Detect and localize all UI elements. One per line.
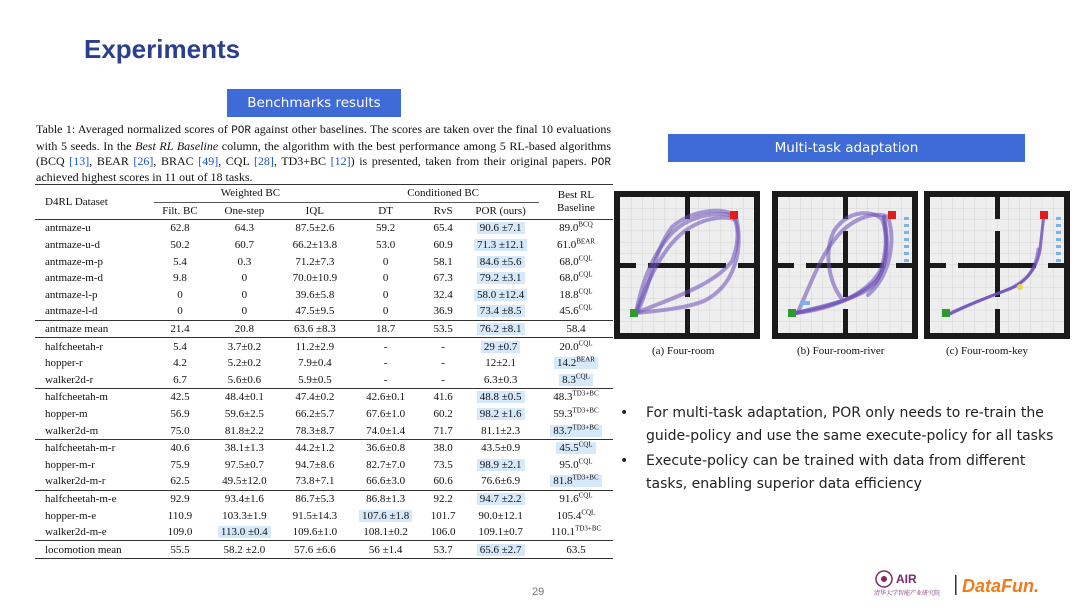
bullet-list [620,402,1070,498]
best-baseline-cell: $83.7^{TD3+BC}$ [539,422,613,439]
header-best-rl: Best RL Baseline [539,185,613,220]
table-caption: Table 1: Averaged normalized scores of POR against other baselines. The scores are taken over the final 10 evaluations with 5 seeds. In the Best RL Baseline column, the algorithm with the best performance among 5 RL-based algorithms (BCQ [13], BEAR [26], BRAC [49], CQL [28], TD3+BC [12]) is presented, taken from their original papers. POR achieved highest scores in 11 out of 18 tasks. [36,122,611,185]
river-marker [1056,217,1061,220]
dataset-name: antmaze-m-p [45,255,104,268]
bullet-item: • For multi-task adaptation, POR only needs to re-train the guide-policy and use the same execute-policy for all tasks [620,405,1054,444]
best-baseline-cell: $68.0^{CQL}$ [559,254,593,268]
score-cell: 92.2 [424,490,462,507]
score-cell: 40.6 [154,439,207,456]
baseline-source: CQL [578,440,593,449]
river-marker [904,231,909,234]
dataset-name: hopper-r [45,357,83,370]
score-cell: 90.6 ±7.1 [462,220,539,237]
maze-wall [772,263,794,268]
score-cell: 36.6±0.8 [347,439,424,456]
air-logo-text: AIR [896,572,917,586]
baseline-source: TD3+BC [572,406,599,415]
table-row [35,253,613,270]
score-cell: 67.3 [433,272,453,285]
dataset-name: hopper-m-e [45,509,97,522]
score-cell: 57.6 ±6.6 [282,541,347,559]
score-cell: 20.8 [206,320,282,338]
start-marker [788,309,796,317]
table-row [35,320,613,338]
table-row [35,338,613,355]
dataset-name: antmaze-m-d [45,272,104,285]
best-baseline-cell: $48.3^{TD3+BC}$ [539,389,613,406]
best-baseline-cell: $45.6^{CQL}$ [559,303,593,318]
score-cell: 0.3 [237,255,252,268]
score-cell: 109.6±1.0 [292,526,338,539]
river-marker [904,259,909,262]
score-cell: 65.6 ±2.7 [462,541,539,559]
header-rvs: RvS [424,202,462,220]
dataset-name: walker2d-m-r [45,475,106,488]
score-cell: 5.4 [154,338,207,355]
score-cell: 67.6±1.0 [366,408,406,421]
score-cell: 59.2 [375,222,396,235]
table-row [35,473,613,490]
best-baseline-cell: $45.5^{CQL}$ [539,439,613,456]
score-cell: 0 [241,305,248,318]
score-cell: 41.6 [424,389,462,406]
dataset-name: antmaze mean [35,320,154,338]
baseline-source: CQL [578,457,593,466]
best-baseline-cell: $20.0^{CQL}$ [539,338,613,355]
score-cell: 81.8±2.2 [224,424,264,437]
score-cell: 53.5 [424,320,462,338]
score-cell: 60.2 [433,408,453,421]
datafun-logo [962,576,1039,596]
score-cell: 71.3 ±12.1 [462,237,539,254]
score-cell: 108.1±0.2 [363,526,408,539]
dataset-name: antmaze-u [45,222,91,235]
score-cell: 12±2.1 [485,357,517,370]
score-cell: 32.4 [433,288,453,301]
dataset-name: walker2d-m [45,424,99,437]
score-cell: 64.3 [234,222,254,235]
score-cell: 86.8±1.3 [347,490,424,507]
slide-title: Experiments [84,34,241,64]
table-row [35,439,613,456]
score-cell: 75.9 [170,458,190,471]
header-one-step: One-step [206,202,282,220]
best-baseline-cell: $91.6^{CQL}$ [539,490,613,507]
table-row [35,237,613,254]
score-cell: 70.0±10.9 [292,272,338,285]
river-marker [904,217,909,220]
river-marker [800,301,810,305]
score-cell: 91.5±14.3 [292,509,338,522]
score-cell: 50.2 [170,239,190,252]
best-baseline-cell: $59.3^{TD3+BC}$ [553,406,599,421]
score-cell: 74.0±1.4 [366,424,406,437]
score-cell: 0 [382,288,389,301]
datafun-logo-text: DataFun. [962,576,1040,596]
table-row [35,287,613,304]
dataset-name: halfcheetah-m [35,389,154,406]
score-cell: 21.4 [154,320,207,338]
score-cell: 94.7±8.6 [295,458,335,471]
best-baseline-cell: $8.3^{CQL}$ [539,372,613,389]
multitask-label: Multi-task adaptation [668,134,1025,162]
dataset-name: antmaze-u-d [45,239,100,252]
score-cell: 76.6±6.9 [481,475,521,488]
score-cell: 42.5 [154,389,207,406]
dataset-name: halfcheetah-m-e [35,490,154,507]
score-cell: 38.1±1.3 [206,439,282,456]
score-cell: 60.7 [234,239,254,252]
baseline-source: CQL [578,338,593,347]
best-baseline-cell: $14.2^{BEAR}$ [539,355,613,372]
baseline-source: BCQ [578,220,593,229]
score-cell: 48.8 ±0.5 [462,389,539,406]
baseline-source: CQL [575,372,590,381]
caption-four-room-key: (c) Four-room-key [946,345,1028,357]
score-cell: - [441,357,445,370]
maze-wall [896,263,918,268]
score-cell: 98.2 ±1.6 [462,406,539,423]
baseline-source: TD3+BC [572,422,599,431]
river-marker [904,238,909,241]
score-cell: 56.9 [170,408,190,421]
maze-wall [843,191,848,219]
score-cell: 3.7±0.2 [206,338,282,355]
score-cell: 66.2±5.7 [295,408,335,421]
score-cell: - [441,373,445,386]
caption-four-room-river: (b) Four-room-river [797,345,885,357]
score-cell: 60.9 [433,239,453,252]
score-cell: 7.9±0.4 [298,357,332,370]
score-cell: 92.9 [154,490,207,507]
best-baseline-cell: $105.4^{CQL}$ [556,507,596,522]
score-cell: - [424,338,462,355]
score-cell: 0 [177,305,183,318]
header-conditioned-bc: Conditioned BC [347,185,539,203]
best-baseline-cell: $110.1^{TD3+BC}$ [550,524,602,539]
score-cell: 47.5±9.5 [295,305,335,318]
best-baseline-cell: $89.0^{BCQ}$ [559,220,593,235]
score-cell: 63.6 ±8.3 [282,320,347,338]
table-row [35,355,613,372]
score-cell: 5.6±0.6 [227,373,262,386]
score-cell: 101.7 [430,509,456,522]
river-marker [1056,238,1061,241]
baseline-source: CQL [578,287,593,296]
score-cell: 75.0 [170,424,190,437]
benchmarks-label: Benchmarks results [227,89,401,117]
score-cell: 97.5±0.7 [224,458,264,471]
dataset-name: locomotion mean [35,541,154,559]
score-cell: 98.9 ±2.1 [462,457,539,474]
score-cell: 48.4±0.1 [206,389,282,406]
best-baseline-cell: $81.8^{TD3+BC}$ [539,473,613,490]
maze-wall [614,263,636,268]
goal-marker [888,211,896,219]
dataset-name: halfcheetah-m-r [35,439,154,456]
score-cell: 107.6 ±1.8 [347,507,424,524]
dataset-name: hopper-m-r [45,458,95,471]
score-cell: 110.9 [167,509,193,522]
table-row [35,507,613,524]
maze-wall [1048,263,1070,268]
baseline-source: CQL [578,270,593,279]
score-cell: 103.3±1.9 [222,509,267,522]
baseline-source: CQL [578,303,593,312]
dataset-name: halfcheetah-r [35,338,154,355]
score-cell: 81.1±2.3 [481,424,521,437]
score-cell: 6.7 [173,373,187,386]
baseline-source: TD3+BC [575,524,602,533]
table-row [35,524,613,541]
score-cell: 53.7 [424,541,462,559]
score-cell: 79.2 ±3.1 [462,270,539,287]
score-cell: 0 [382,305,389,318]
maze-wall [995,191,1000,219]
dataset-name: walker2d-r [45,373,94,386]
score-cell: 87.5±2.6 [295,222,335,235]
score-cell: 5.9±0.5 [298,373,332,386]
score-cell: 53.0 [375,239,396,252]
score-cell: 44.2±1.2 [282,439,347,456]
score-cell: 73.8+7.1 [295,475,335,488]
river-marker [1056,259,1061,262]
header-filt-bc: Filt. BC [154,202,207,220]
best-baseline-cell: $18.8^{CQL}$ [559,287,593,301]
score-cell: 78.3±8.7 [295,424,335,437]
score-cell: 0 [177,288,183,301]
score-cell: 11.2±2.9 [282,338,347,355]
table-header-row [35,185,613,203]
header-iql: IQL [282,202,347,220]
maze-wall [685,309,690,339]
river-marker [1056,231,1061,234]
table-row [35,406,613,423]
header-por: POR (ours) [462,202,539,220]
score-cell: 60.6 [433,475,453,488]
baseline-source: TD3+BC [572,389,599,398]
score-cell: 58.1 [433,255,453,268]
score-cell: 93.4±1.6 [206,490,282,507]
score-cell: 0 [241,288,248,301]
header-dataset: D4RL Dataset [35,185,154,220]
score-cell: 62.5 [170,475,190,488]
score-cell: 4.2 [173,357,187,370]
baseline-source: TD3+BC [572,473,599,482]
baseline-source: CQL [581,507,596,516]
table-row [35,457,613,474]
score-cell: 59.6±2.5 [224,408,264,421]
score-cell: 58.0 ±12.4 [462,287,539,304]
best-baseline-cell: $95.0^{CQL}$ [559,457,593,471]
score-cell: 5.2±0.2 [227,357,262,370]
best-baseline-cell: 58.4 [539,320,613,338]
score-cell: 56 ±1.4 [347,541,424,559]
score-cell: 113.0 ±0.4 [206,524,282,541]
river-marker [904,224,909,227]
score-cell: 0 [241,272,248,285]
score-cell: 39.6±5.8 [295,288,335,301]
score-cell: 109.1±0.7 [478,526,523,539]
score-cell: 36.9 [433,305,453,318]
start-marker [942,309,950,317]
table-row [35,389,613,406]
score-cell: 73.5 [433,458,453,471]
four-room-figures [612,189,1072,349]
maze-wall [995,309,1000,339]
river-marker [1056,252,1061,255]
score-cell: 38.0 [424,439,462,456]
footer-logos [874,567,1074,601]
score-cell: 71.2±7.3 [295,255,335,268]
bullet-item: • Execute-policy can be trained with data from different tasks, enabling superior data efficiency [620,453,1026,492]
results-table [35,184,613,559]
best-baseline-cell: $61.0^{BEAR}$ [557,237,595,252]
key-marker [1017,284,1023,290]
score-cell: 0 [382,255,389,268]
score-cell: 58.2 ±2.0 [206,541,282,559]
dataset-name: antmaze-l-p [45,288,98,301]
header-dt: DT [347,202,424,220]
score-cell: 106.0 [430,526,456,539]
score-cell: 62.8 [170,222,190,235]
page-number: 29 [532,586,545,598]
goal-marker [1040,211,1048,219]
score-cell: 76.2 ±8.1 [462,320,539,338]
score-cell: 49.5±12.0 [222,475,267,488]
score-cell: 66.2±13.8 [292,239,338,252]
table-body [35,220,613,559]
caption-four-room: (a) Four-room [652,345,715,357]
maze-wall [738,263,760,268]
river-marker [904,252,909,255]
score-cell: 18.7 [347,320,424,338]
best-baseline-cell: 63.5 [539,541,613,559]
table-row [35,270,613,287]
maze-wall [958,263,1036,268]
score-cell: 86.7±5.3 [282,490,347,507]
score-cell: 6.3±0.3 [483,373,518,386]
table-row [35,541,613,559]
score-cell: 66.6±3.0 [366,475,406,488]
score-cell: - [383,373,388,386]
score-cell: 43.5±0.9 [462,439,539,456]
logo-divider [955,575,957,595]
start-marker [630,309,638,317]
table-row [35,372,613,389]
score-cell: 47.4±0.2 [282,389,347,406]
score-cell: 90.0±12.1 [478,509,523,522]
best-baseline-cell: $68.0^{CQL}$ [559,270,593,285]
baseline-source: BEAR [576,355,595,364]
baseline-source: BEAR [576,237,595,246]
header-weighted-bc: Weighted BC [154,185,348,203]
four-room-river-panel [772,191,918,339]
score-cell: 94.7 ±2.2 [462,490,539,507]
score-cell: - [347,338,424,355]
river-marker [1056,245,1061,248]
tsinghua-air-logo [874,571,940,597]
table-row [35,220,613,237]
score-cell: - [383,357,388,370]
score-cell: 109.0 [167,526,193,539]
score-cell: 42.6±0.1 [347,389,424,406]
tsinghua-logo-text: 清华大学智能产业研究院 [874,590,941,597]
baseline-source: CQL [578,254,593,263]
score-cell: 71.7 [433,424,453,437]
goal-marker [730,211,738,219]
maze-wall [843,309,848,339]
four-room-key-panel [924,191,1070,339]
dataset-name: hopper-m [45,408,88,421]
score-cell: 84.6 ±5.6 [462,253,539,270]
table-row [35,422,613,439]
score-cell: 9.8 [173,272,187,285]
score-cell: 65.4 [433,222,453,235]
maze-wall [924,263,946,268]
river-marker [904,245,909,248]
river-marker [1056,224,1061,227]
table-row [35,490,613,507]
score-cell: 82.7±7.0 [366,458,406,471]
baseline-source: CQL [578,491,593,500]
four-room-panel [614,191,760,339]
score-cell: 5.4 [173,255,187,268]
score-cell: 73.4 ±8.5 [462,303,539,320]
dataset-name: antmaze-l-d [45,305,98,318]
score-cell: 0 [382,272,389,285]
score-cell: 55.5 [154,541,207,559]
score-cell: 29 ±0.7 [462,338,539,355]
table-row [35,303,613,320]
dataset-name: walker2d-m-e [45,526,107,539]
